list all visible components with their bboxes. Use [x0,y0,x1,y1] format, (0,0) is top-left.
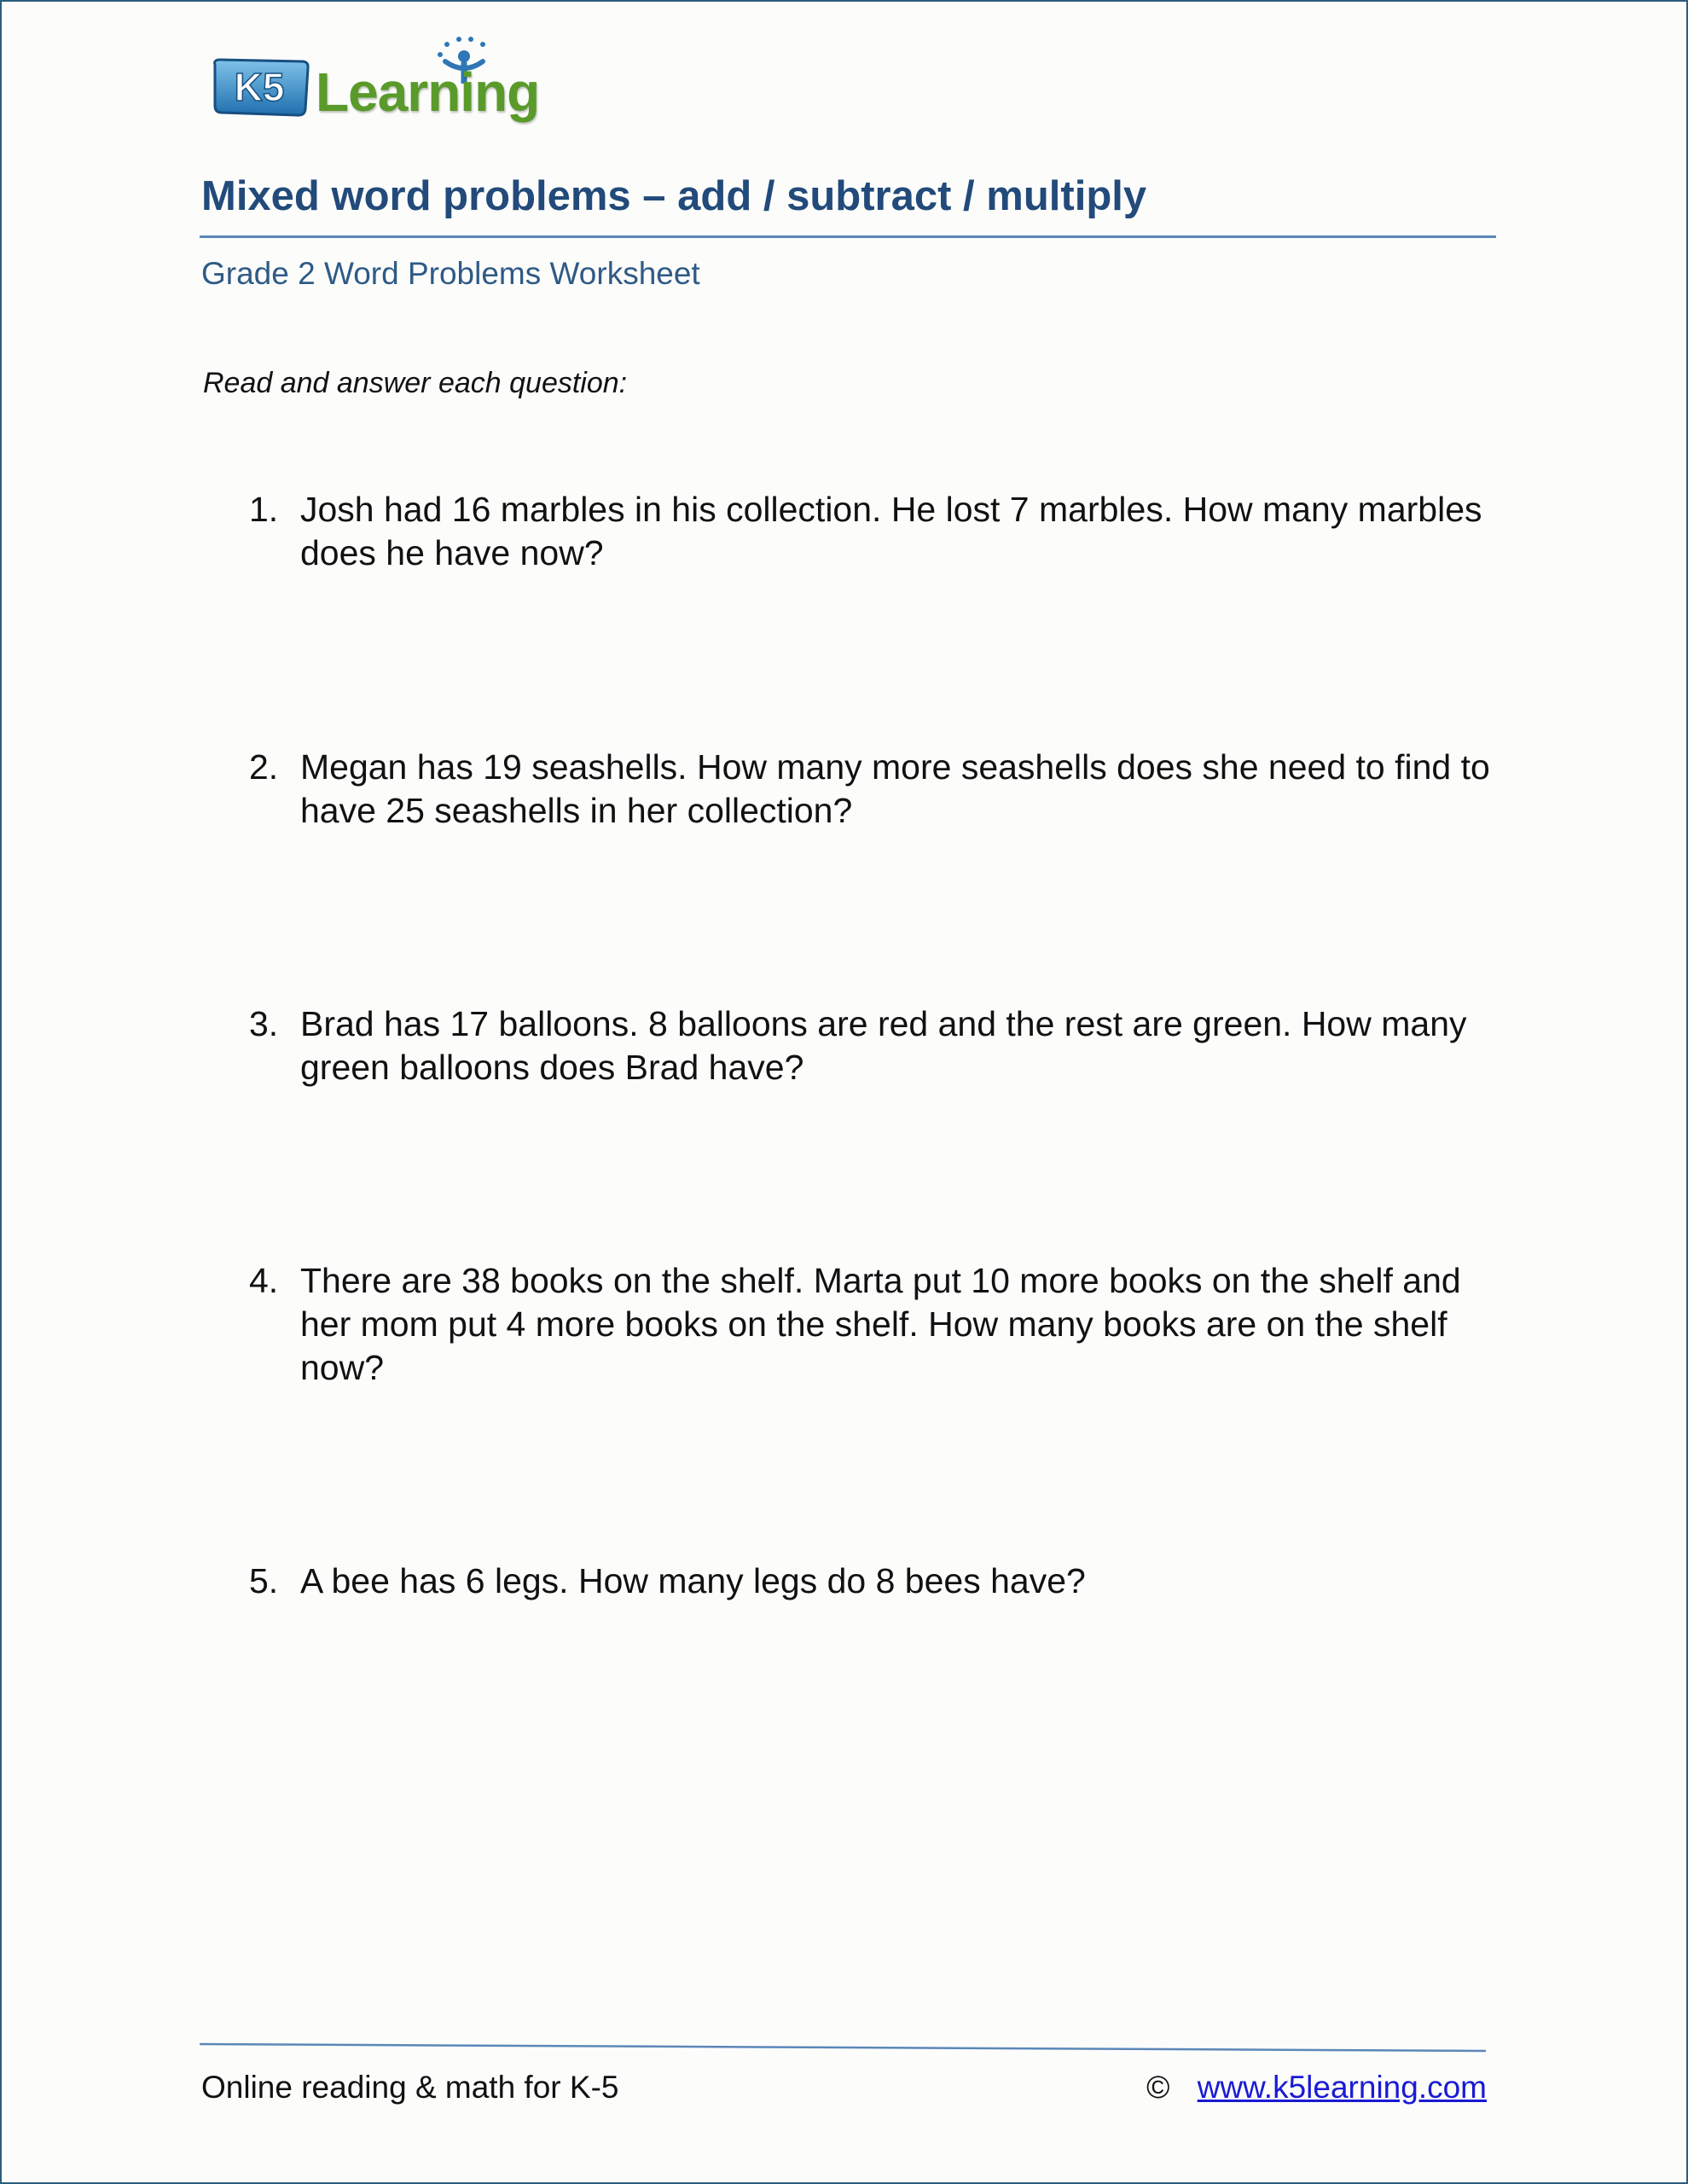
question-number: 4. [249,1261,279,1300]
copyright-symbol: © [1146,2070,1170,2105]
logo-wordmark: Learning [316,61,540,123]
question-number: 3. [249,1004,279,1043]
footer-tagline: Online reading & math for K-5 [201,2070,619,2105]
question-number: 5. [249,1561,279,1600]
logo-badge-text: K5 [234,65,285,109]
question-text: Megan has 19 seashells. How many more seashells does she need to find to have 25 seashells in her collection? [300,747,1490,830]
title-divider [200,235,1496,238]
question-text: Brad has 17 balloons. 8 balloons are red and the rest are green. How many green balloons does Brad have? [300,1004,1467,1087]
question-text: There are 38 books on the shelf. Marta put 10 more books on the shelf and her mom put 4 more books on the shelf. How many books are on the shelf now? [300,1261,1461,1387]
k5-learning-logo [210,36,568,130]
question-number: 2. [249,747,279,787]
page-subtitle: Grade 2 Word Problems Worksheet [201,256,700,291]
question-item [249,1560,1494,1603]
question-text: Josh had 16 marbles in his collection. He lost 7 marbles. How many marbles does he have now? [300,490,1482,572]
k5-badge-icon [210,56,312,118]
footer-divider [200,2042,1486,2053]
question-text: A bee has 6 legs. How many legs do 8 bees have? [300,1561,1086,1600]
question-item [249,488,1494,575]
website-link[interactable]: www.k5learning.com [1197,2070,1487,2105]
footer-site [1146,2070,1487,2106]
question-item [249,746,1494,833]
question-item [249,1002,1494,1089]
instructions-text: Read and answer each question: [203,367,628,399]
page-title: Mixed word problems – add / subtract / multiply [201,173,1147,219]
question-item [249,1259,1494,1390]
question-number: 1. [249,490,279,529]
